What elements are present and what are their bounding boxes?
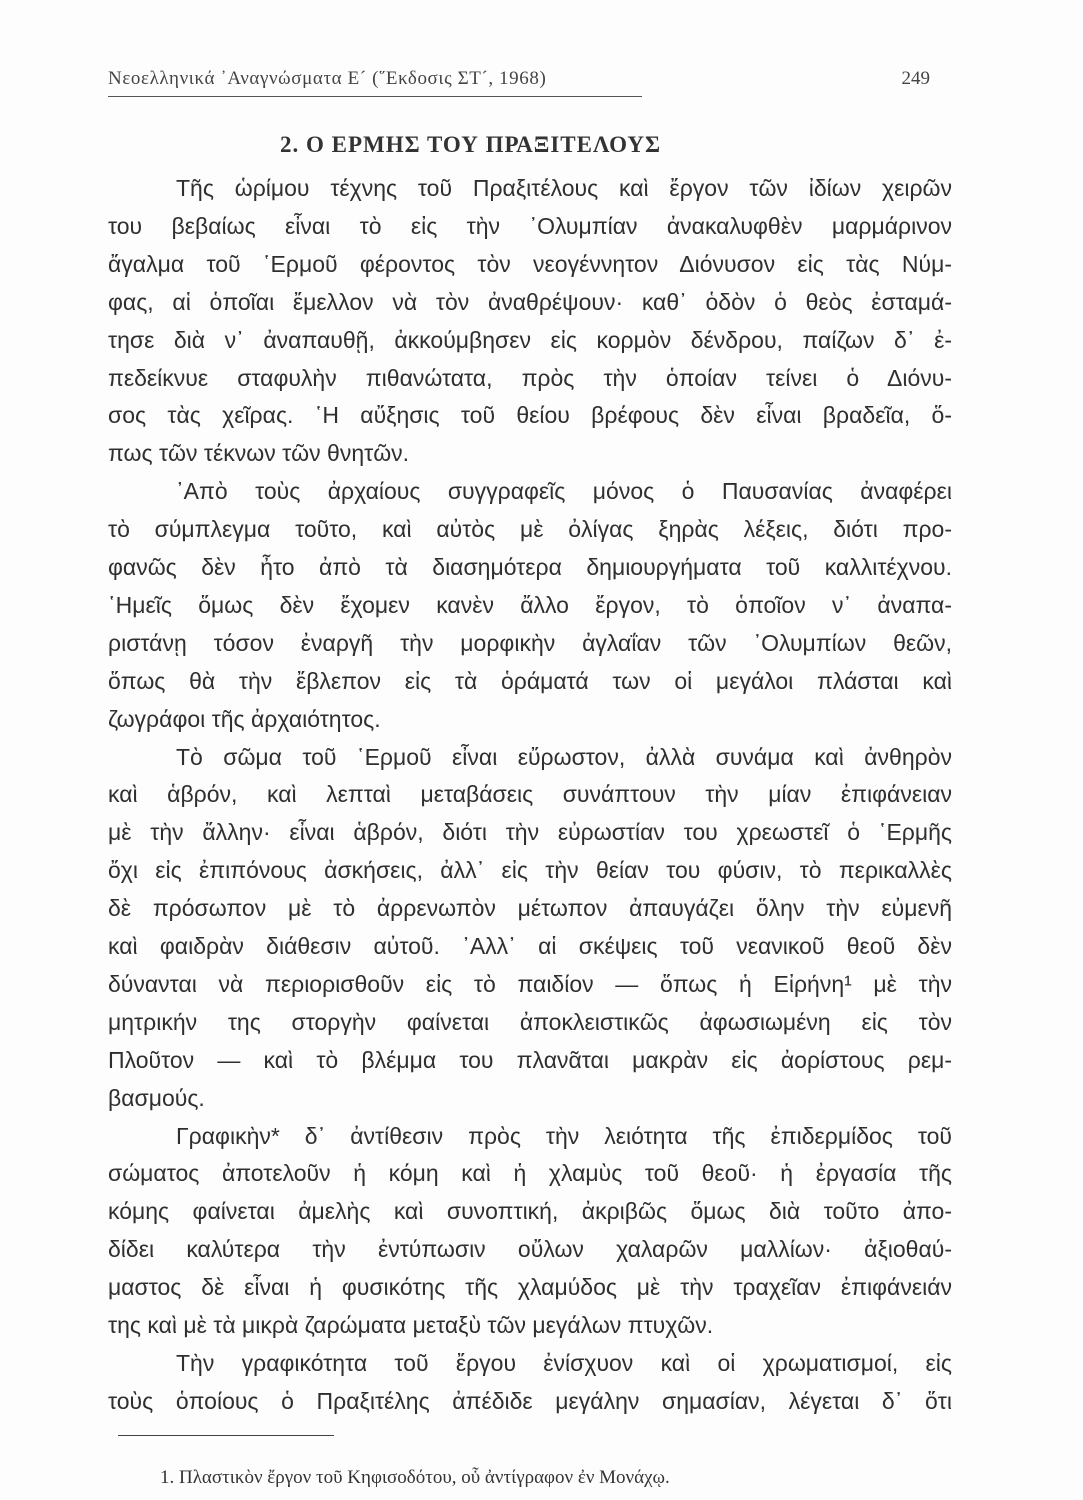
text-line: ὄχι εἰς ἐπιπόνους ἀσκήσεις, ἀλλ᾿ εἰς τὴν θείαν του φύσιν, τὸ περικαλλὲς bbox=[108, 857, 952, 884]
text-line: βασμούς. bbox=[108, 1084, 205, 1111]
text-line: μὲ τὴν ἄλλην· εἶναι ἁβρόν, διότι τὴν εὐρωστίαν του χρεωστεῖ ὁ ῾Ερμῆς bbox=[108, 819, 952, 846]
text-line: ἄγαλμα τοῦ ῾Ερμοῦ φέροντος τὸν νεογέννητον Διόνυσον εἰς τὰς Νύμ- bbox=[108, 250, 952, 277]
header-rule bbox=[108, 96, 642, 97]
text-line: σώματος ἀποτελοῦν ἡ κόμη καὶ ἡ χλαμὺς τοῦ θεοῦ· ἡ ἐργασία τῆς bbox=[108, 1160, 952, 1187]
text-line: τησε διὰ ν᾿ ἀναπαυθῇ, ἀκκούμβησεν εἰς κορμὸν δένδρου, παίζων δ᾿ ἐ- bbox=[108, 326, 952, 353]
text-line: δὲ πρόσωπον μὲ τὸ ἀρρενωπὸν μέτωπον ἀπαυγάζει ὅλην τὴν εὐμενῆ bbox=[108, 895, 952, 922]
text-line: Τὴν γραφικότητα τοῦ ἔργου ἐνίσχυον καὶ οἱ χρωματισμοί, εἰς bbox=[176, 1349, 952, 1376]
text-line: τοὺς ὁποίους ὁ Πραξιτέλης ἀπέδιδε μεγάλην σημασίαν, λέγεται δ᾿ ὅτι bbox=[108, 1387, 952, 1414]
text-line: κόμης φαίνεται ἀμελὴς καὶ συνοπτική, ἀκριβῶς ὅμως διὰ τοῦτο ἀπο- bbox=[108, 1198, 952, 1225]
text-line: δύνανται νὰ περιορισθοῦν εἰς τὸ παιδίον — ὅπως ἡ Εἰρήνη¹ μὲ τὴν bbox=[108, 970, 952, 997]
text-line: ὅπως θὰ τὴν ἔβλεπον εἰς τὰ ὁράματά των οἱ μεγάλοι πλάσται καὶ bbox=[108, 667, 952, 694]
text-line: δίδει καλύτερα τὴν ἐντύπωσιν οὔλων χαλαρῶν μαλλίων· ἀξιοθαύ- bbox=[108, 1236, 952, 1263]
text-line: της καὶ μὲ τὰ μικρὰ ζαρώματα μεταξὺ τῶν μεγάλων πτυχῶν. bbox=[108, 1312, 714, 1338]
text-line: σος τὰς χεῖρας. ῾Η αὔξησις τοῦ θείου βρέφους δὲν εἶναι βραδεῖα, ὅ- bbox=[108, 402, 952, 429]
text-line: μητρικήν της στοργὴν φαίνεται ἀποκλειστικῶς ἀφωσιωμένη εἰς τὸν bbox=[108, 1008, 952, 1035]
text-line: Τὸ σῶμα τοῦ ῾Ερμοῦ εἶναι εὔρωστον, ἀλλὰ συνάμα καὶ ἀνθηρὸν bbox=[176, 743, 952, 770]
text-line: καὶ φαιδρὰν διάθεσιν αὐτοῦ. ᾿Αλλ᾿ αἱ σκέψεις τοῦ νεανικοῦ θεοῦ δὲν bbox=[108, 933, 952, 959]
text-line: ζωγράφοι τῆς ἀρχαιότητος. bbox=[108, 705, 381, 732]
page-number: 249 bbox=[901, 68, 930, 89]
text-line: τὸ σύμπλεγμα τοῦτο, καὶ αὐτὸς μὲ ὀλίγας ξηρὰς λέξεις, διότι προ- bbox=[108, 516, 952, 543]
text-line: πως τῶν τέκνων τῶν θνητῶν. bbox=[108, 440, 410, 467]
text-line: του βεβαίως εἶναι τὸ εἰς τὴν ᾿Ολυμπίαν ἀνακαλυφθὲν μαρμάρινον bbox=[108, 212, 952, 239]
text-line: Τῆς ὡρίμου τέχνης τοῦ Πραξιτέλους καὶ ἔργον τῶν ἰδίων χειρῶν bbox=[176, 175, 952, 201]
text-line: πεδείκνυε σταφυλὴν πιθανώτατα, πρὸς τὴν ὁποίαν τείνει ὁ Διόνυ- bbox=[108, 364, 952, 391]
text-line: φανῶς δὲν ἦτο ἀπὸ τὰ διασημότερα δημιουργήματα τοῦ καλλιτέχνου. bbox=[108, 554, 952, 580]
text-line: ριστάνῃ τόσον ἐναργῆ τὴν μορφικὴν ἀγλαΐαν τῶν ᾿Ολυμπίων θεῶν, bbox=[108, 629, 952, 656]
text-line: μαστος δὲ εἶναι ἡ φυσικότης τῆς χλαμύδος μὲ τὴν τραχεῖαν ἐπιφάνειάν bbox=[108, 1274, 952, 1301]
running-header-title: Νεοελληνικά ᾿Αναγνώσματα Ε´ (῞Εκδοσις ΣΤ´, 1968) bbox=[108, 68, 547, 89]
text-line: ᾿Απὸ τοὺς ἀρχαίους συγγραφεῖς μόνος ὁ Παυσανίας ἀναφέρει bbox=[176, 478, 952, 505]
text-line: Πλοῦτον — καὶ τὸ βλέμμα του πλανᾶται μακρὰν εἰς ἀορίστους ρεμ- bbox=[108, 1046, 952, 1073]
text-line: καὶ ἁβρόν, καὶ λεπταὶ μεταβάσεις συνάπτουν τὴν μίαν ἐπιφάνειαν bbox=[108, 781, 952, 808]
running-header bbox=[108, 66, 948, 96]
chapter-title: 2. Ο ΕΡΜΗΣ ΤΟΥ ΠΡΑΞΙΤΕΛΟΥΣ bbox=[280, 132, 662, 157]
footnote: 1. Πλαστικὸν ἔργον τοῦ Κηφισοδότου, οὗ ἀντίγραφον ἐν Μονάχῳ. bbox=[160, 1466, 670, 1488]
text-line: φας, αἱ ὁποῖαι ἔμελλον νὰ τὸν ἀναθρέψουν· καθ᾿ ὁδὸν ὁ θεὸς ἐσταμά- bbox=[108, 288, 952, 315]
footnote-rule bbox=[118, 1435, 334, 1436]
text-line: Γραφικὴν* δ᾿ ἀντίθεσιν πρὸς τὴν λειότητα τῆς ἐπιδερμίδος τοῦ bbox=[176, 1122, 952, 1149]
text-line: ῾Ημεῖς ὅμως δὲν ἔχομεν κανὲν ἄλλο ἔργον, τὸ ὁποῖον ν᾿ ἀναπα- bbox=[108, 591, 952, 618]
